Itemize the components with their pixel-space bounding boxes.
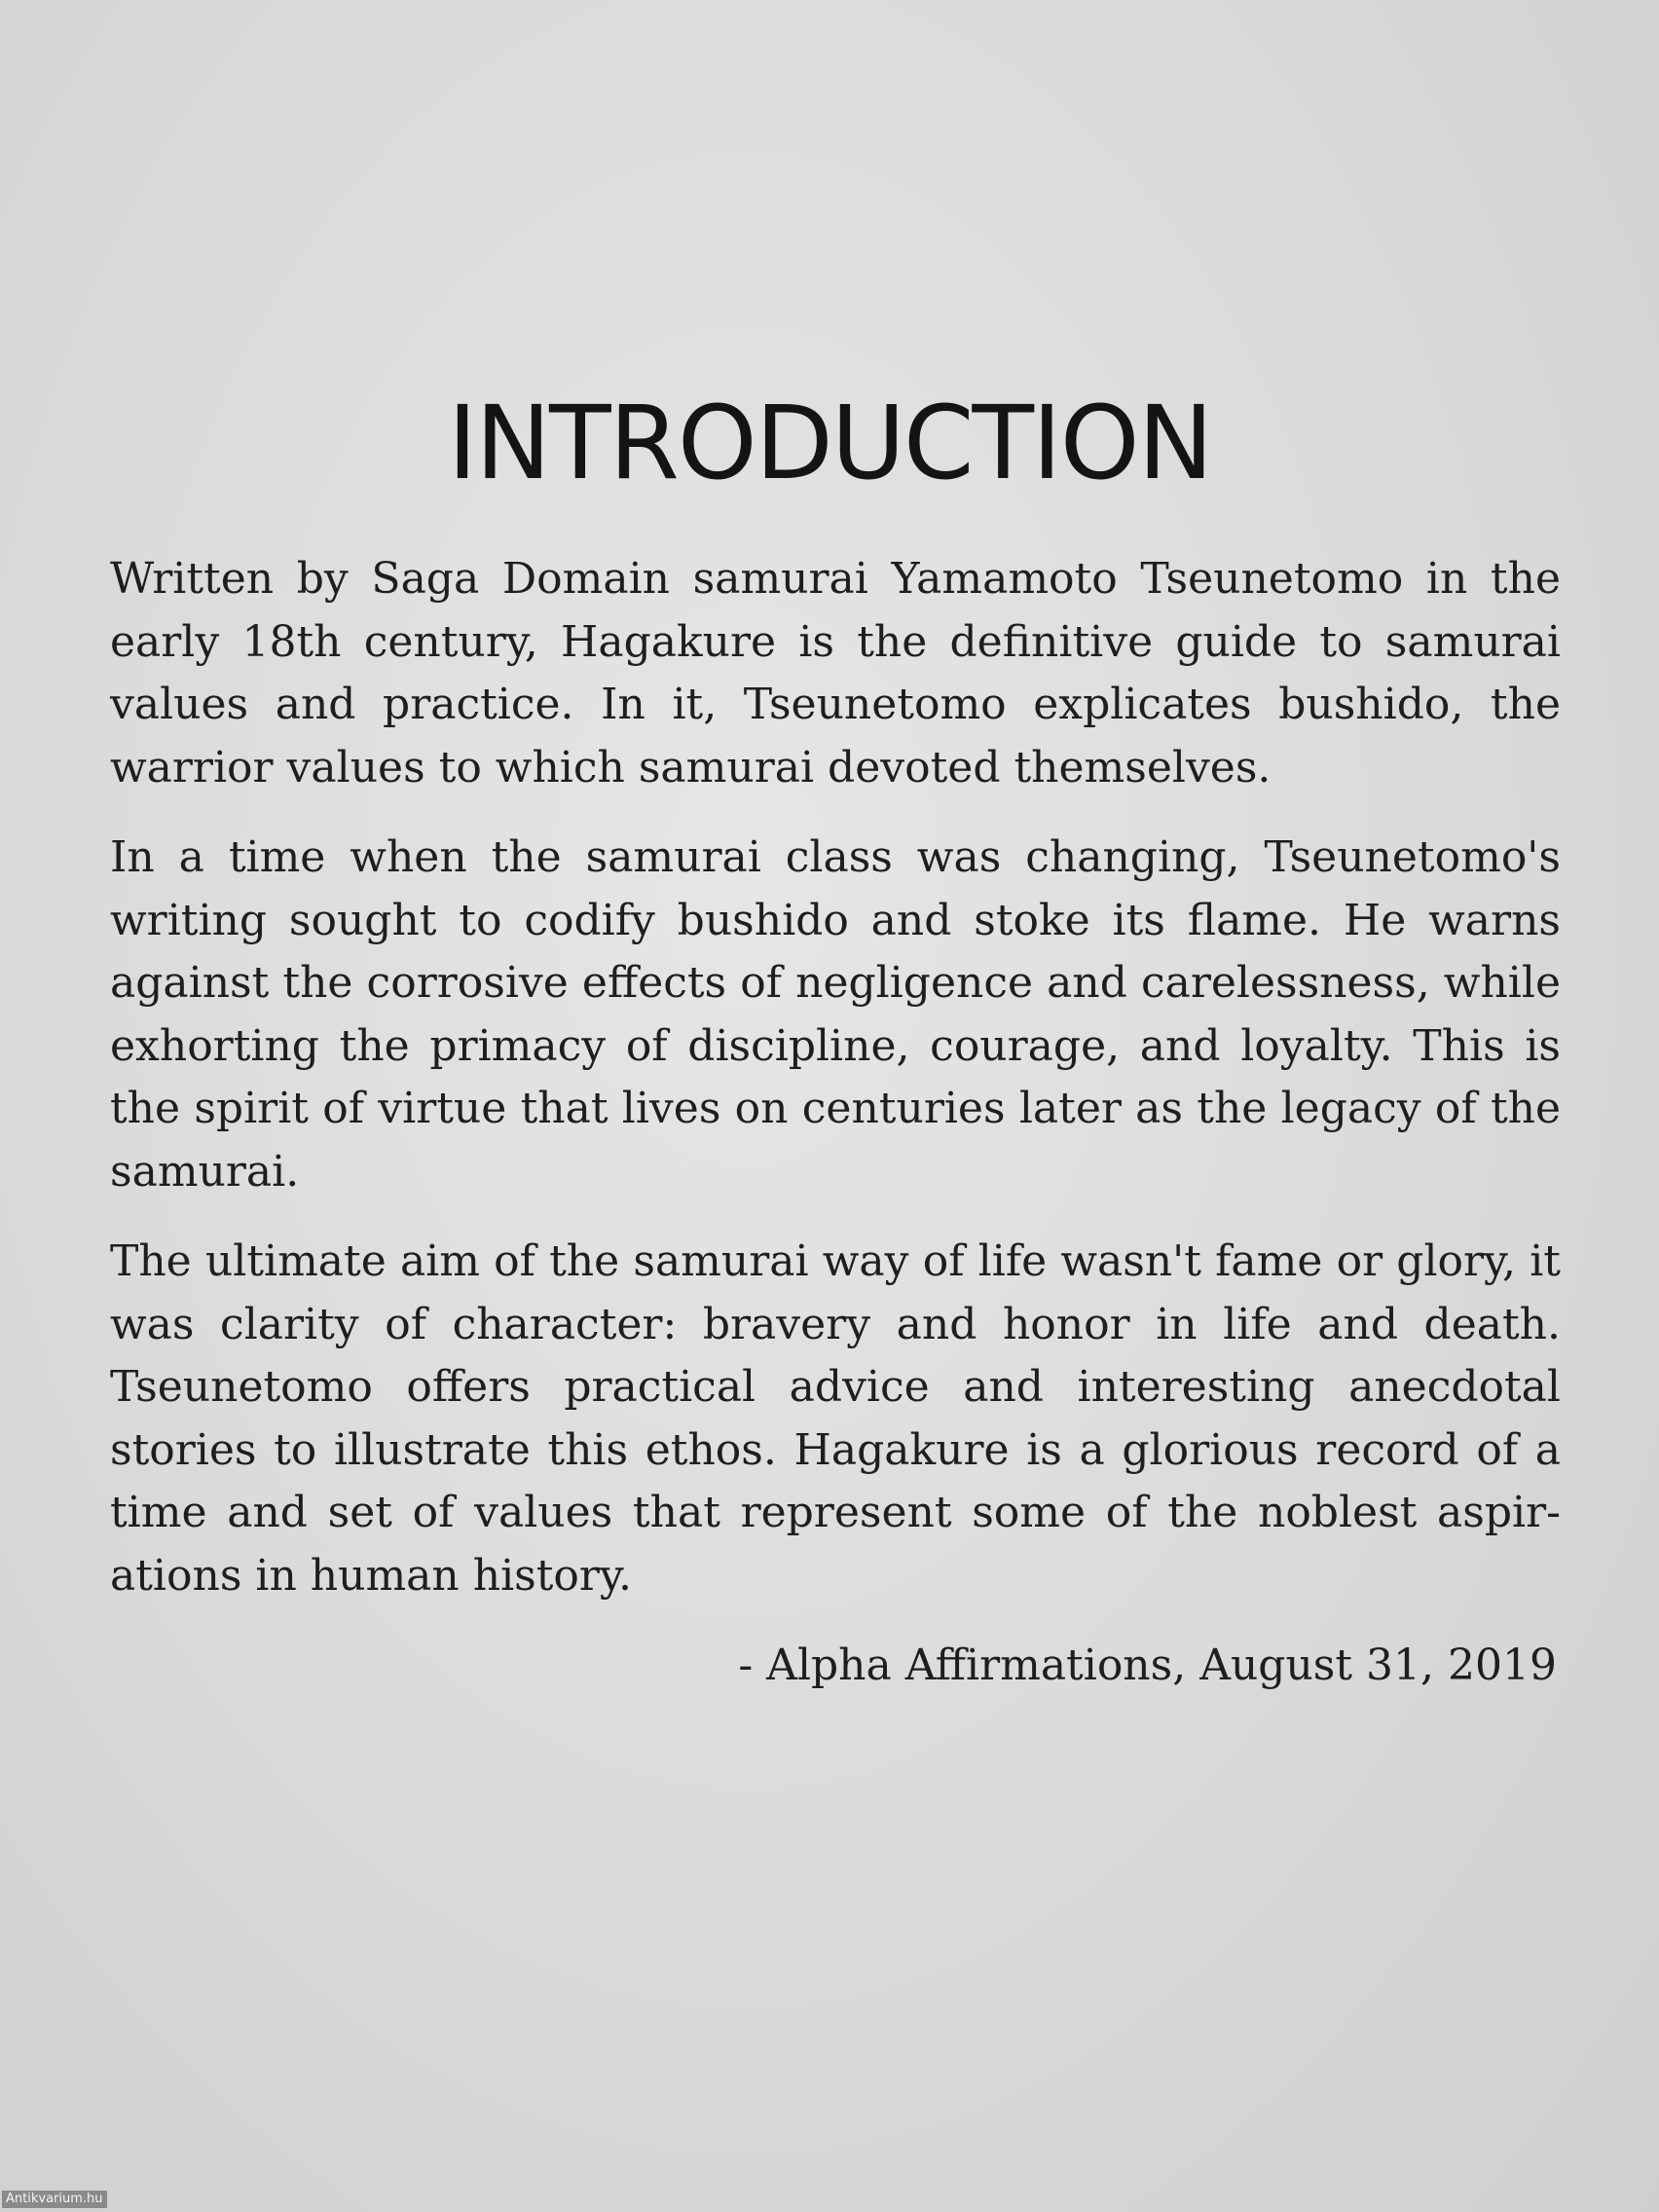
paragraph-3: The ultimate aim of the samurai way of life wasn't fame or glory, it was clarity of character: bravery and honor in life and death. Tseunetomo offers practical advice and interesting anecdotal stories to illustrate this ethos. Hagakure is a glorious record of a time and set of values that represent some of the noblest aspirations in human history. [110, 1236, 1561, 1601]
paragraph-2: In a time when the samurai class was changing, Tseunetomo's writing sought to codify bushido and stoke its flame. He warns against the corrosive effects of negligence and carelessness, while exhorting the primacy of discipline, courage, and loyalty. This is the spirit of virtue that lives on centuries later as the legacy of the samurai. [110, 832, 1561, 1197]
page-title: INTRODUCTION [447, 384, 1212, 502]
watermark-label: Antikvarium.hu [2, 2191, 107, 2208]
introduction-body [110, 548, 1561, 1698]
signature-line: - Alpha Affirmations, August 31, 2019 [738, 1641, 1557, 1690]
paragraph-1: Written by Saga Domain samurai Yamamoto Tseunetomo in the early 18th century, Hagakure is the definitive guide to samurai values and practice. In it, Tseunetomo explicates bushido, the warrior values to which samurai devoted themselves. [110, 554, 1561, 793]
